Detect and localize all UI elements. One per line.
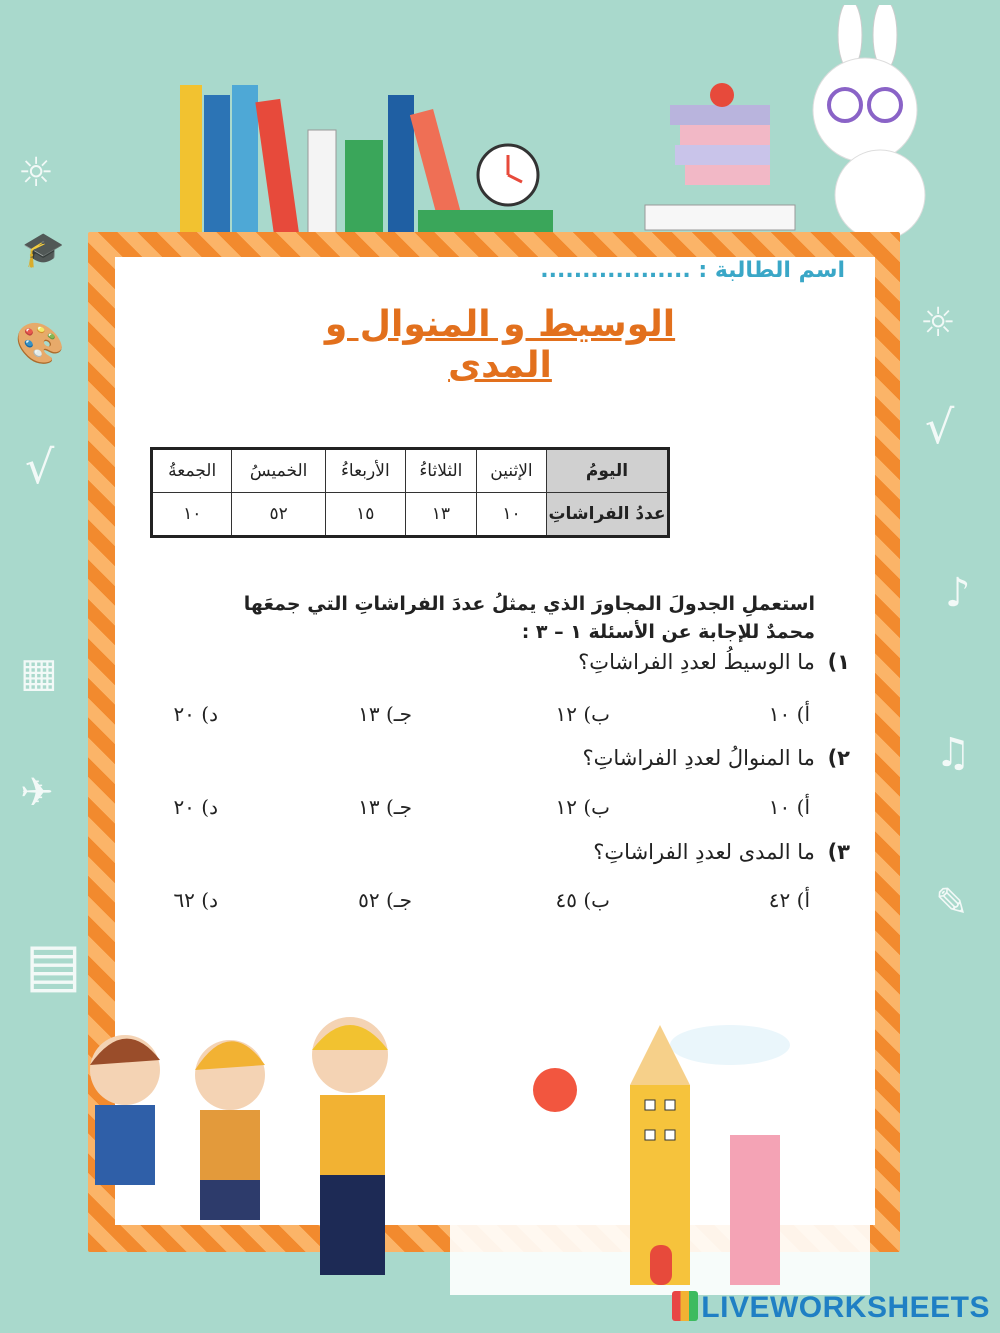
question-text: ما المنوالُ لعددِ الفراشاتِ؟ (582, 746, 815, 770)
option-b[interactable]: ب) ٤٥ (555, 888, 610, 912)
question-text: ما المدى لعددِ الفراشاتِ؟ (593, 840, 815, 864)
option-a[interactable]: أ) ١٠ (768, 795, 810, 819)
day-cell: الإثنين (476, 449, 546, 493)
table-row-counts (152, 493, 669, 537)
music-note-doodle-icon: ♪ (945, 570, 971, 616)
question-number: ٢) (827, 746, 850, 770)
count-cell: ١٠ (152, 493, 232, 537)
question-text: ما الوسيطُ لعددِ الفراشاتِ؟ (578, 650, 815, 674)
day-cell: الجمعةُ (152, 449, 232, 493)
page-title: الوسيط و المنوال و المدى (324, 304, 676, 386)
sqrt-doodle-icon: √ (25, 440, 55, 494)
option-d[interactable]: د) ٦٢ (173, 888, 218, 912)
option-a[interactable]: أ) ٤٢ (768, 888, 810, 912)
graduation-cap-doodle-icon: 🎓 (22, 230, 65, 270)
sqrt-right-doodle-icon: √ (925, 400, 955, 454)
option-c[interactable]: جـ) ٥٢ (358, 888, 412, 912)
option-a[interactable]: أ) ١٠ (768, 702, 810, 726)
liveworksheets-logo-icon (672, 1291, 698, 1321)
day-cell: الأربعاءُ (325, 449, 405, 493)
question-number: ٣) (827, 840, 850, 864)
instructions-text: استعملِ الجدولَ المجاورَ الذي يمثلُ عددَ الفراشاتِ التي جمعَها محمدٌ للإجابة عن الأسئلة ١ – ٣ : (243, 593, 815, 643)
row-header-day: اليومُ (547, 449, 669, 493)
option-b[interactable]: ب) ١٢ (555, 702, 610, 726)
option-d[interactable]: د) ٢٠ (173, 702, 218, 726)
option-c[interactable]: جـ) ١٣ (358, 795, 412, 819)
sun-right-doodle-icon: ☼ (920, 300, 956, 346)
day-cell: الثلاثاءُ (405, 449, 476, 493)
logo-text: LIVEWORKSHEETS (701, 1291, 990, 1324)
count-cell: ٥٢ (232, 493, 325, 537)
calculator-doodle-icon: ▦ (20, 650, 58, 696)
count-cell: ١٣ (405, 493, 476, 537)
question-1 (578, 650, 850, 674)
liveworksheets-logo (672, 1291, 990, 1325)
butterflies-table (150, 447, 670, 538)
kids-illustration (30, 1005, 930, 1305)
airplane-doodle-icon: ✈ (20, 770, 54, 816)
option-b[interactable]: ب) ١٢ (555, 795, 610, 819)
palette-doodle-icon: 🎨 (15, 321, 65, 367)
music-notes-doodle-icon: ♫ (935, 730, 971, 776)
books-illustration (170, 70, 590, 240)
pencil-doodle-icon: ✎ (935, 880, 969, 926)
question-3 (593, 840, 850, 864)
question-2 (582, 746, 850, 770)
question-number: ١) (827, 650, 850, 674)
sun-doodle-icon: ☼ (18, 150, 54, 196)
bunny-illustration (640, 5, 940, 245)
table-row-days (152, 449, 669, 493)
count-cell: ١٠ (476, 493, 546, 537)
notebook-doodle-icon: ▤ (25, 930, 82, 1000)
option-c[interactable]: جـ) ١٣ (358, 702, 412, 726)
day-cell: الخميسُ (232, 449, 325, 493)
row-header-count: عددُ الفراشاتِ (547, 493, 669, 537)
option-d[interactable]: د) ٢٠ (173, 795, 218, 819)
count-cell: ١٥ (325, 493, 405, 537)
student-name-label: اسم الطالبة : .................. (540, 258, 845, 283)
